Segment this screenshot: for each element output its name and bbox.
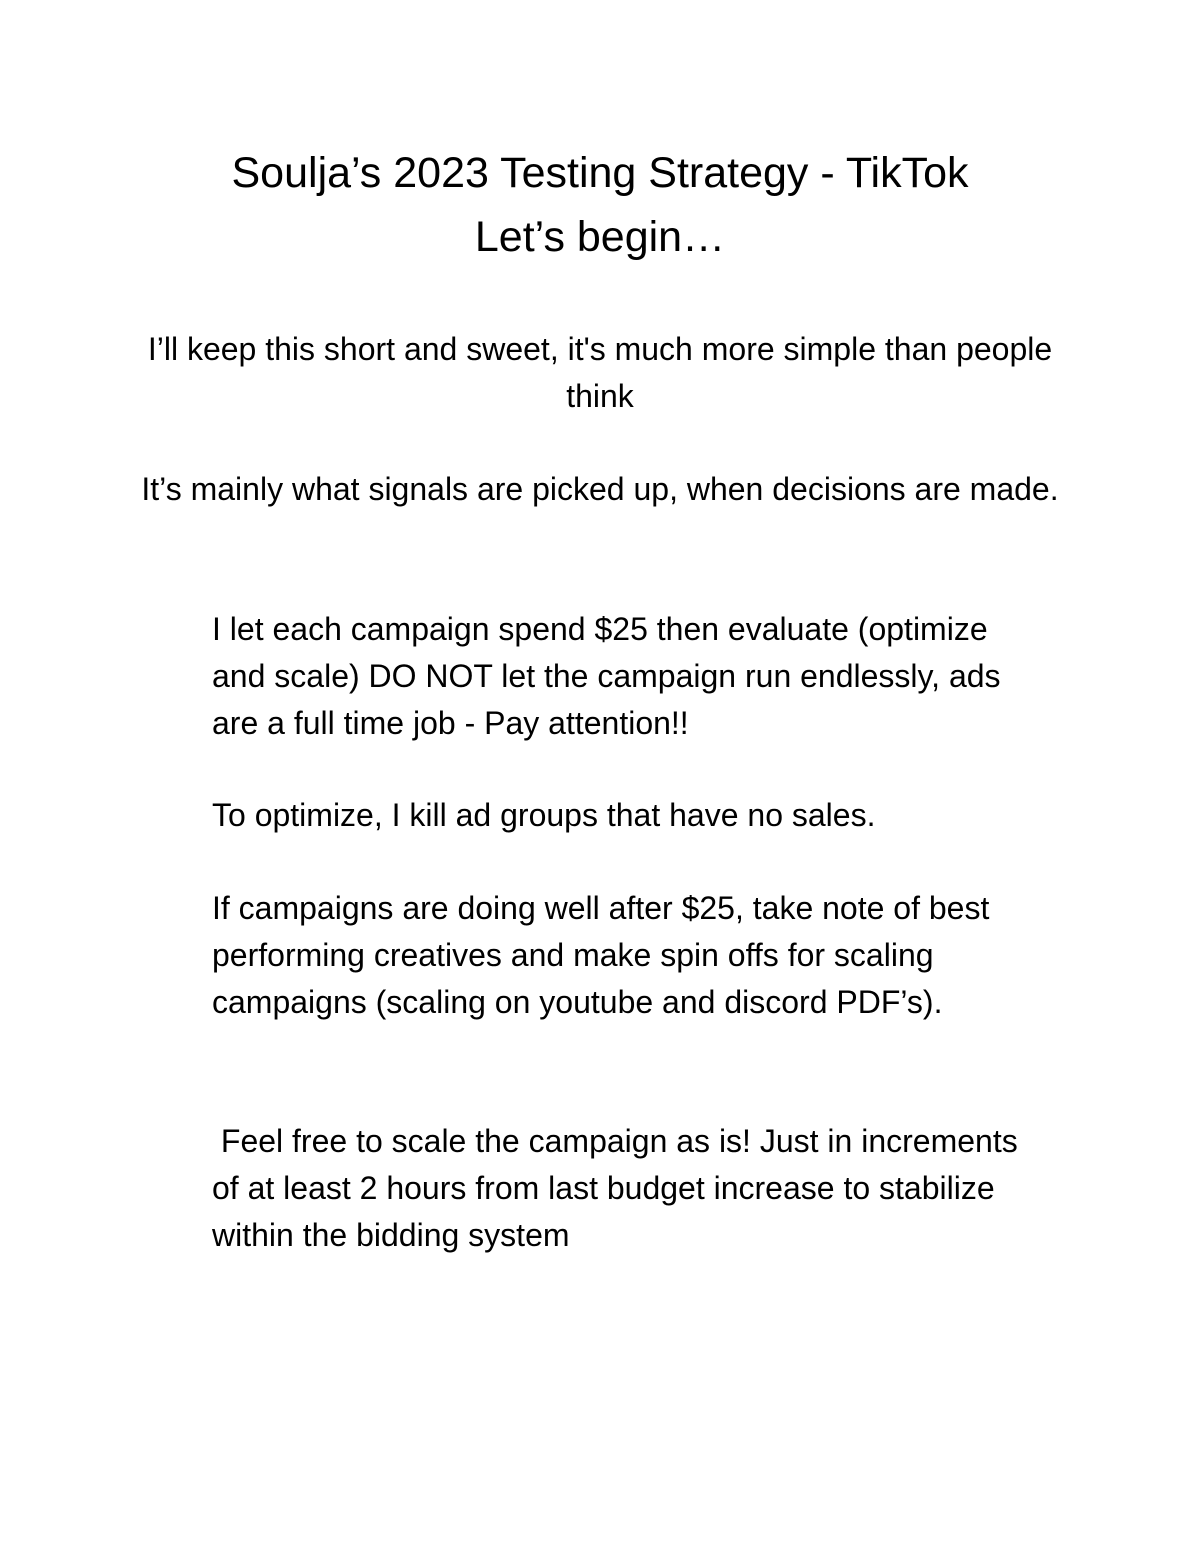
document-title <box>0 141 1200 269</box>
spend-paragraph: I let each campaign spend $25 then evaluate (optimize and scale) DO NOT let the campaign run endlessly, ads are a full time job - Pay attention!! <box>212 611 1001 741</box>
feel-free-text: Feel free to scale the campaign as is! Just in increments of at least 2 hours from last budget increase to stabilize within the bidding system <box>212 1123 1018 1253</box>
signals-paragraph: It’s mainly what signals are picked up, when decisions are made. <box>141 471 1059 507</box>
title-line-1: Soulja’s 2023 Testing Strategy - TikTok <box>231 149 969 197</box>
title-line-2: Let’s begin… <box>474 213 726 261</box>
optimize-paragraph: To optimize, I kill ad groups that have no sales. <box>212 797 876 833</box>
scaling-paragraph: If campaigns are doing well after $25, take note of best performing creatives and make spin offs for scaling campaigns (scaling on youtube and discord PDF’s). <box>212 890 990 1020</box>
intro-paragraph: I’ll keep this short and sweet, it's much more simple than people think <box>147 331 1053 414</box>
feel-free-paragraph <box>212 1118 1032 1259</box>
